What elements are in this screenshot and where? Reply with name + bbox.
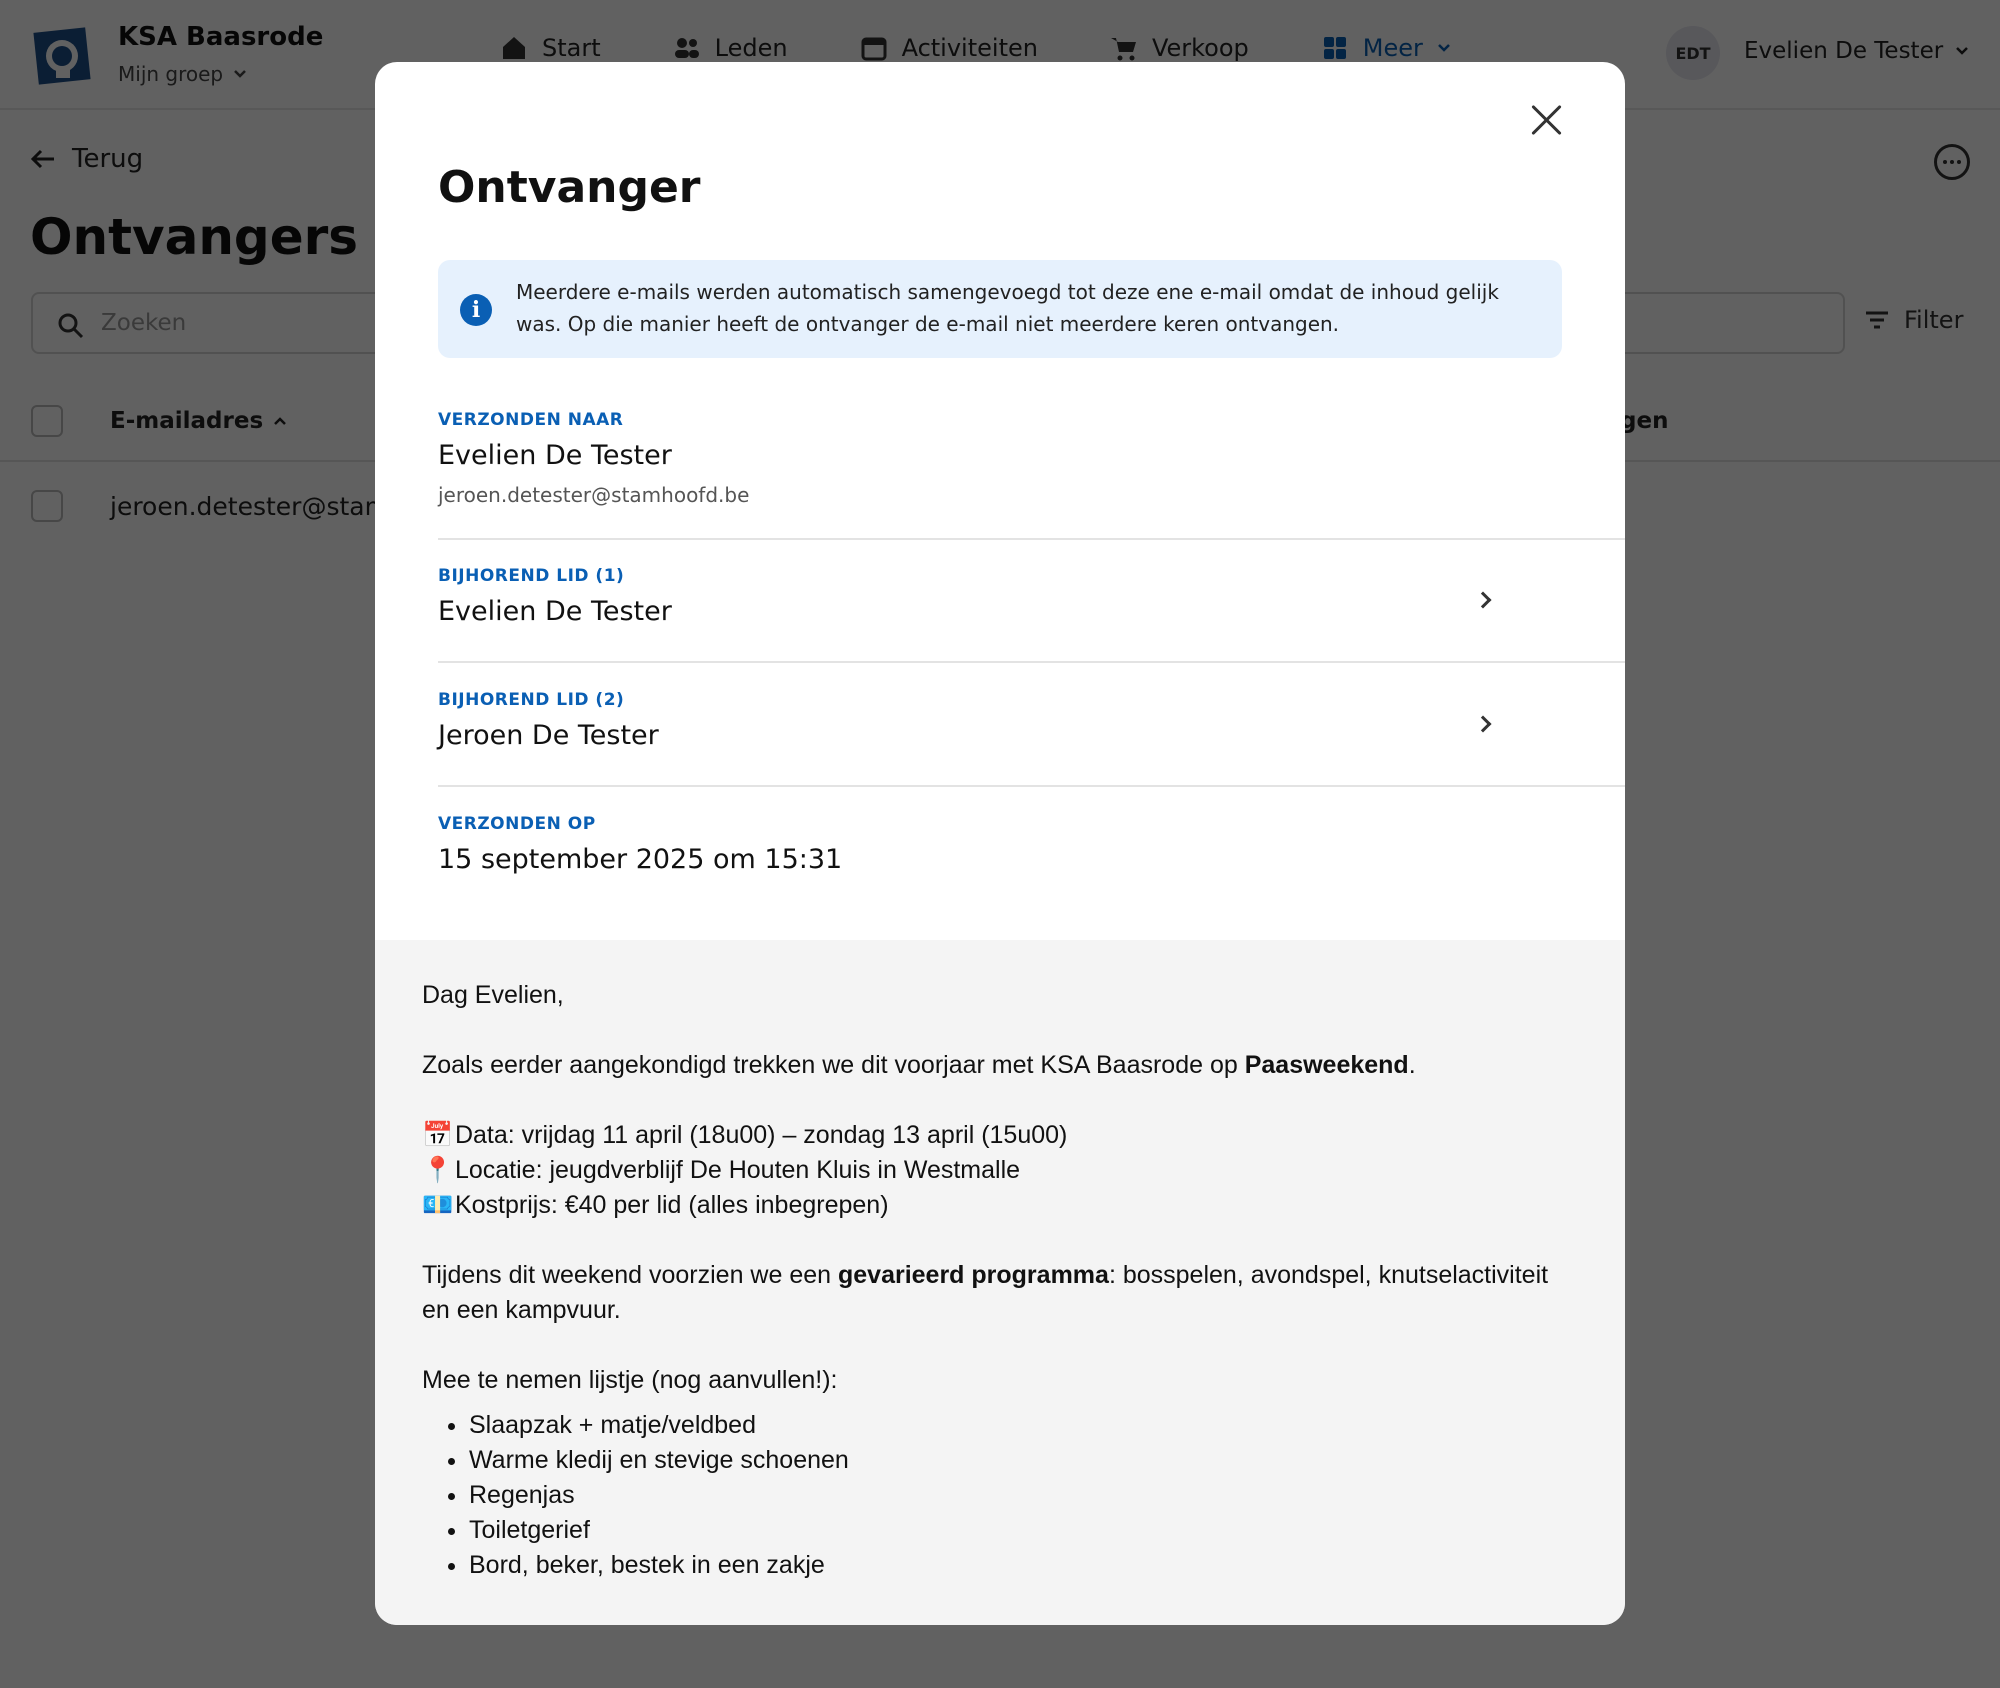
recipient-modal — [375, 62, 1625, 1625]
pin-icon: 📍 — [422, 1156, 454, 1184]
packing-list — [469, 1408, 1582, 1583]
member-2-name: Jeroen De Tester — [438, 720, 659, 751]
member-1-label: BIJHOREND LID (1) — [438, 566, 625, 586]
money-icon: 💶 — [422, 1191, 454, 1219]
info-icon: i — [460, 294, 492, 326]
info-text: Meerdere e-mails werden automatisch samengevoegd tot deze ene e-mail omdat de inhoud gelijk was. Op die manier heeft de ontvanger de e-mail niet meerdere keren ontvangen. — [516, 280, 1499, 336]
email-date: Data: vrijdag 11 april (18u00) – zondag 13 april (15u00) — [454, 1121, 1068, 1149]
list-item: • Bord, beker, bestek in een zakje — [469, 1548, 1582, 1583]
list-item: • Toiletgerief — [469, 1513, 1582, 1548]
email-greeting: Dag Evelien, — [422, 981, 564, 1009]
sent-on-label: VERZONDEN OP — [438, 814, 596, 834]
list-item: • Slaapzak + matje/veldbed — [469, 1408, 1582, 1443]
member-2-label: BIJHOREND LID (2) — [438, 690, 625, 710]
sent-to-email: jeroen.detester@stamhoofd.be — [438, 483, 750, 507]
email-program-bold: gevarieerd programma — [837, 1261, 1109, 1289]
info-box — [438, 260, 1562, 358]
list-item: • Regenjas — [469, 1478, 1582, 1513]
divider — [438, 785, 1625, 787]
email-intro — [422, 1048, 1582, 1083]
calendar-icon: 📅 — [422, 1121, 454, 1149]
email-preview — [375, 940, 1625, 1625]
email-program — [422, 1258, 1582, 1328]
email-intro-bold: Paasweekend — [1244, 1051, 1409, 1079]
list-item: • Warme kledij en stevige schoenen — [469, 1443, 1582, 1478]
divider — [438, 661, 1625, 663]
email-list-intro: Mee te nemen lijstje (nog aanvullen!): — [422, 1366, 838, 1394]
email-location: Locatie: jeugdverblijf De Houten Kluis in Westmalle — [454, 1156, 1021, 1184]
email-program-end: : bosspelen, avondspel, knutselactiviteit en een kampvuur. — [422, 1261, 1549, 1324]
member-2-row[interactable] — [438, 690, 1625, 808]
close-icon[interactable] — [1525, 98, 1569, 142]
sent-to-name: Evelien De Tester — [438, 440, 672, 471]
sent-to-section — [438, 410, 1625, 507]
member-1-row[interactable] — [438, 566, 1625, 684]
sent-to-label: VERZONDEN NAAR — [438, 410, 624, 430]
email-content — [422, 978, 1582, 1583]
email-program-text: Tijdens dit weekend voorzien we een — [422, 1261, 838, 1289]
email-price: Kostprijs: €40 per lid (alles inbegrepen) — [454, 1191, 889, 1219]
member-1-name: Evelien De Tester — [438, 596, 672, 627]
divider — [438, 538, 1625, 540]
email-intro-end: . — [1408, 1051, 1416, 1079]
sent-on-section — [438, 814, 1625, 875]
email-intro-text: Zoals eerder aangekondigd trekken we dit voorjaar met KSA Baasrode op — [422, 1051, 1245, 1079]
email-details — [422, 1118, 1582, 1223]
sent-on-value: 15 september 2025 om 15:31 — [438, 844, 843, 875]
modal-title: Ontvanger — [438, 162, 701, 213]
